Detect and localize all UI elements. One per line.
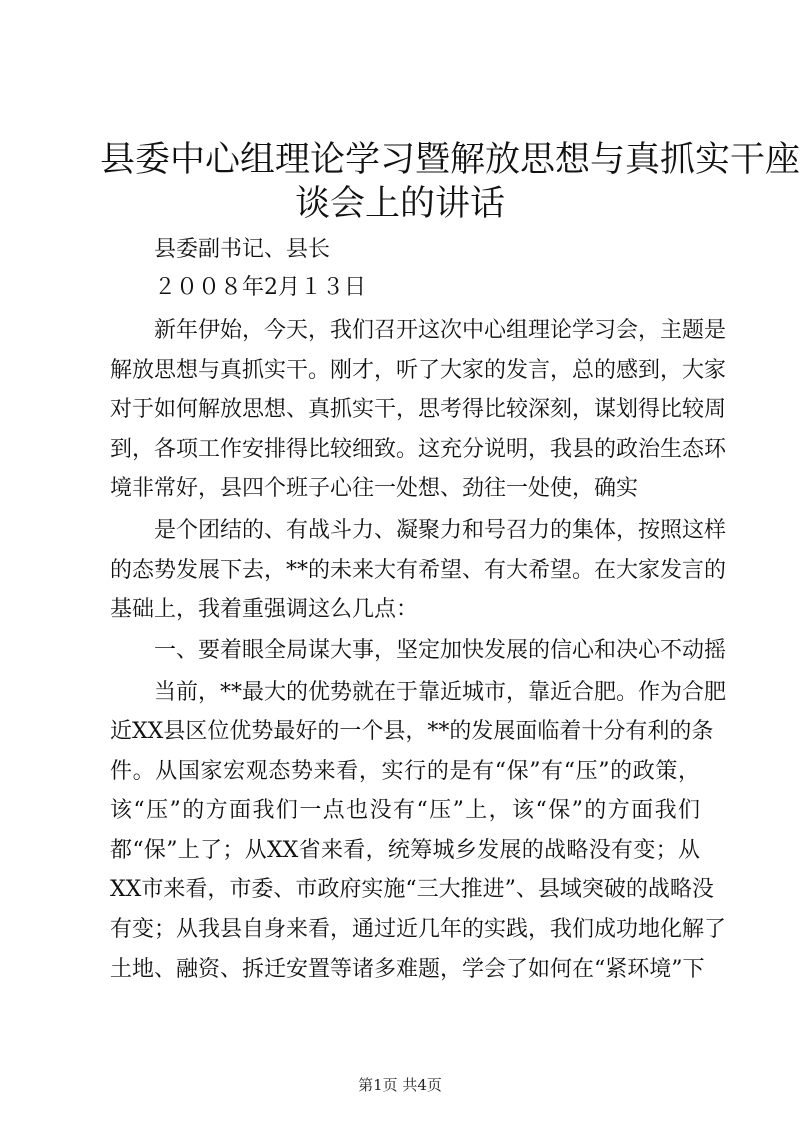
- body-line: 到，各项工作安排得比较细致。这充分说明，我县的政治生态环: [110, 437, 727, 462]
- body-line: 土地、融资、拆迁安置等诸多难题，学会了如何在“紧环境”下: [110, 957, 705, 982]
- page-number-footer: 第1页 共4页: [358, 1076, 442, 1094]
- author-line: 县委副书记、县长: [154, 237, 331, 262]
- body-line: 基础上，我着重强调这么几点：: [110, 597, 419, 622]
- body-line: 是个团结的、有战斗力、凝聚力和号召力的集体，按照这样: [154, 518, 727, 543]
- body-line: 的态势发展下去，**的未来大有希望、有大希望。在大家发言的: [110, 558, 727, 583]
- body-line: 近XX县区位优势最好的一个县，**的发展面临着十分有利的条: [110, 719, 714, 744]
- body-line: 该“压”的方面我们一点也没有“压”上，该“保”的方面我们: [110, 798, 700, 823]
- body-line: 有变；从我县自身来看，通过近几年的实践，我们成功地化解了: [110, 917, 727, 942]
- body-line: 都“保”上了；从XX省来看，统筹城乡发展的战略没有变；从: [110, 838, 700, 863]
- body-line: 件。从国家宏观态势来看，实行的是有“保”有“压”的政策，: [110, 759, 700, 784]
- body-line: 境非常好，县四个班子心往一处想、劲往一处使，确实: [110, 476, 639, 501]
- section-heading: 一、要着眼全局谋大事，坚定加快发展的信心和决心不动摇: [154, 638, 727, 663]
- document-title-line-2: 谈会上的讲话: [294, 184, 505, 224]
- body-line: 当前，**最大的优势就在于靠近城市，靠近合肥。作为合肥: [154, 680, 727, 705]
- body-line: XX市来看，市委、市政府实施“三大推进”、县域突破的战略没: [110, 877, 714, 902]
- body-line: 对于如何解放思想、真抓实干，思考得比较深刻，谋划得比较周: [110, 397, 727, 422]
- body-line: 新年伊始，今天，我们召开这次中心组理论学习会，主题是: [154, 318, 727, 343]
- document-title-line-1: 县委中心组理论学习暨解放思想与真抓实干座: [100, 140, 800, 180]
- body-line: 解放思想与真抓实干。刚才，听了大家的发言，总的感到，大家: [110, 358, 727, 383]
- date-line: ２００８年2月１３日: [154, 275, 366, 300]
